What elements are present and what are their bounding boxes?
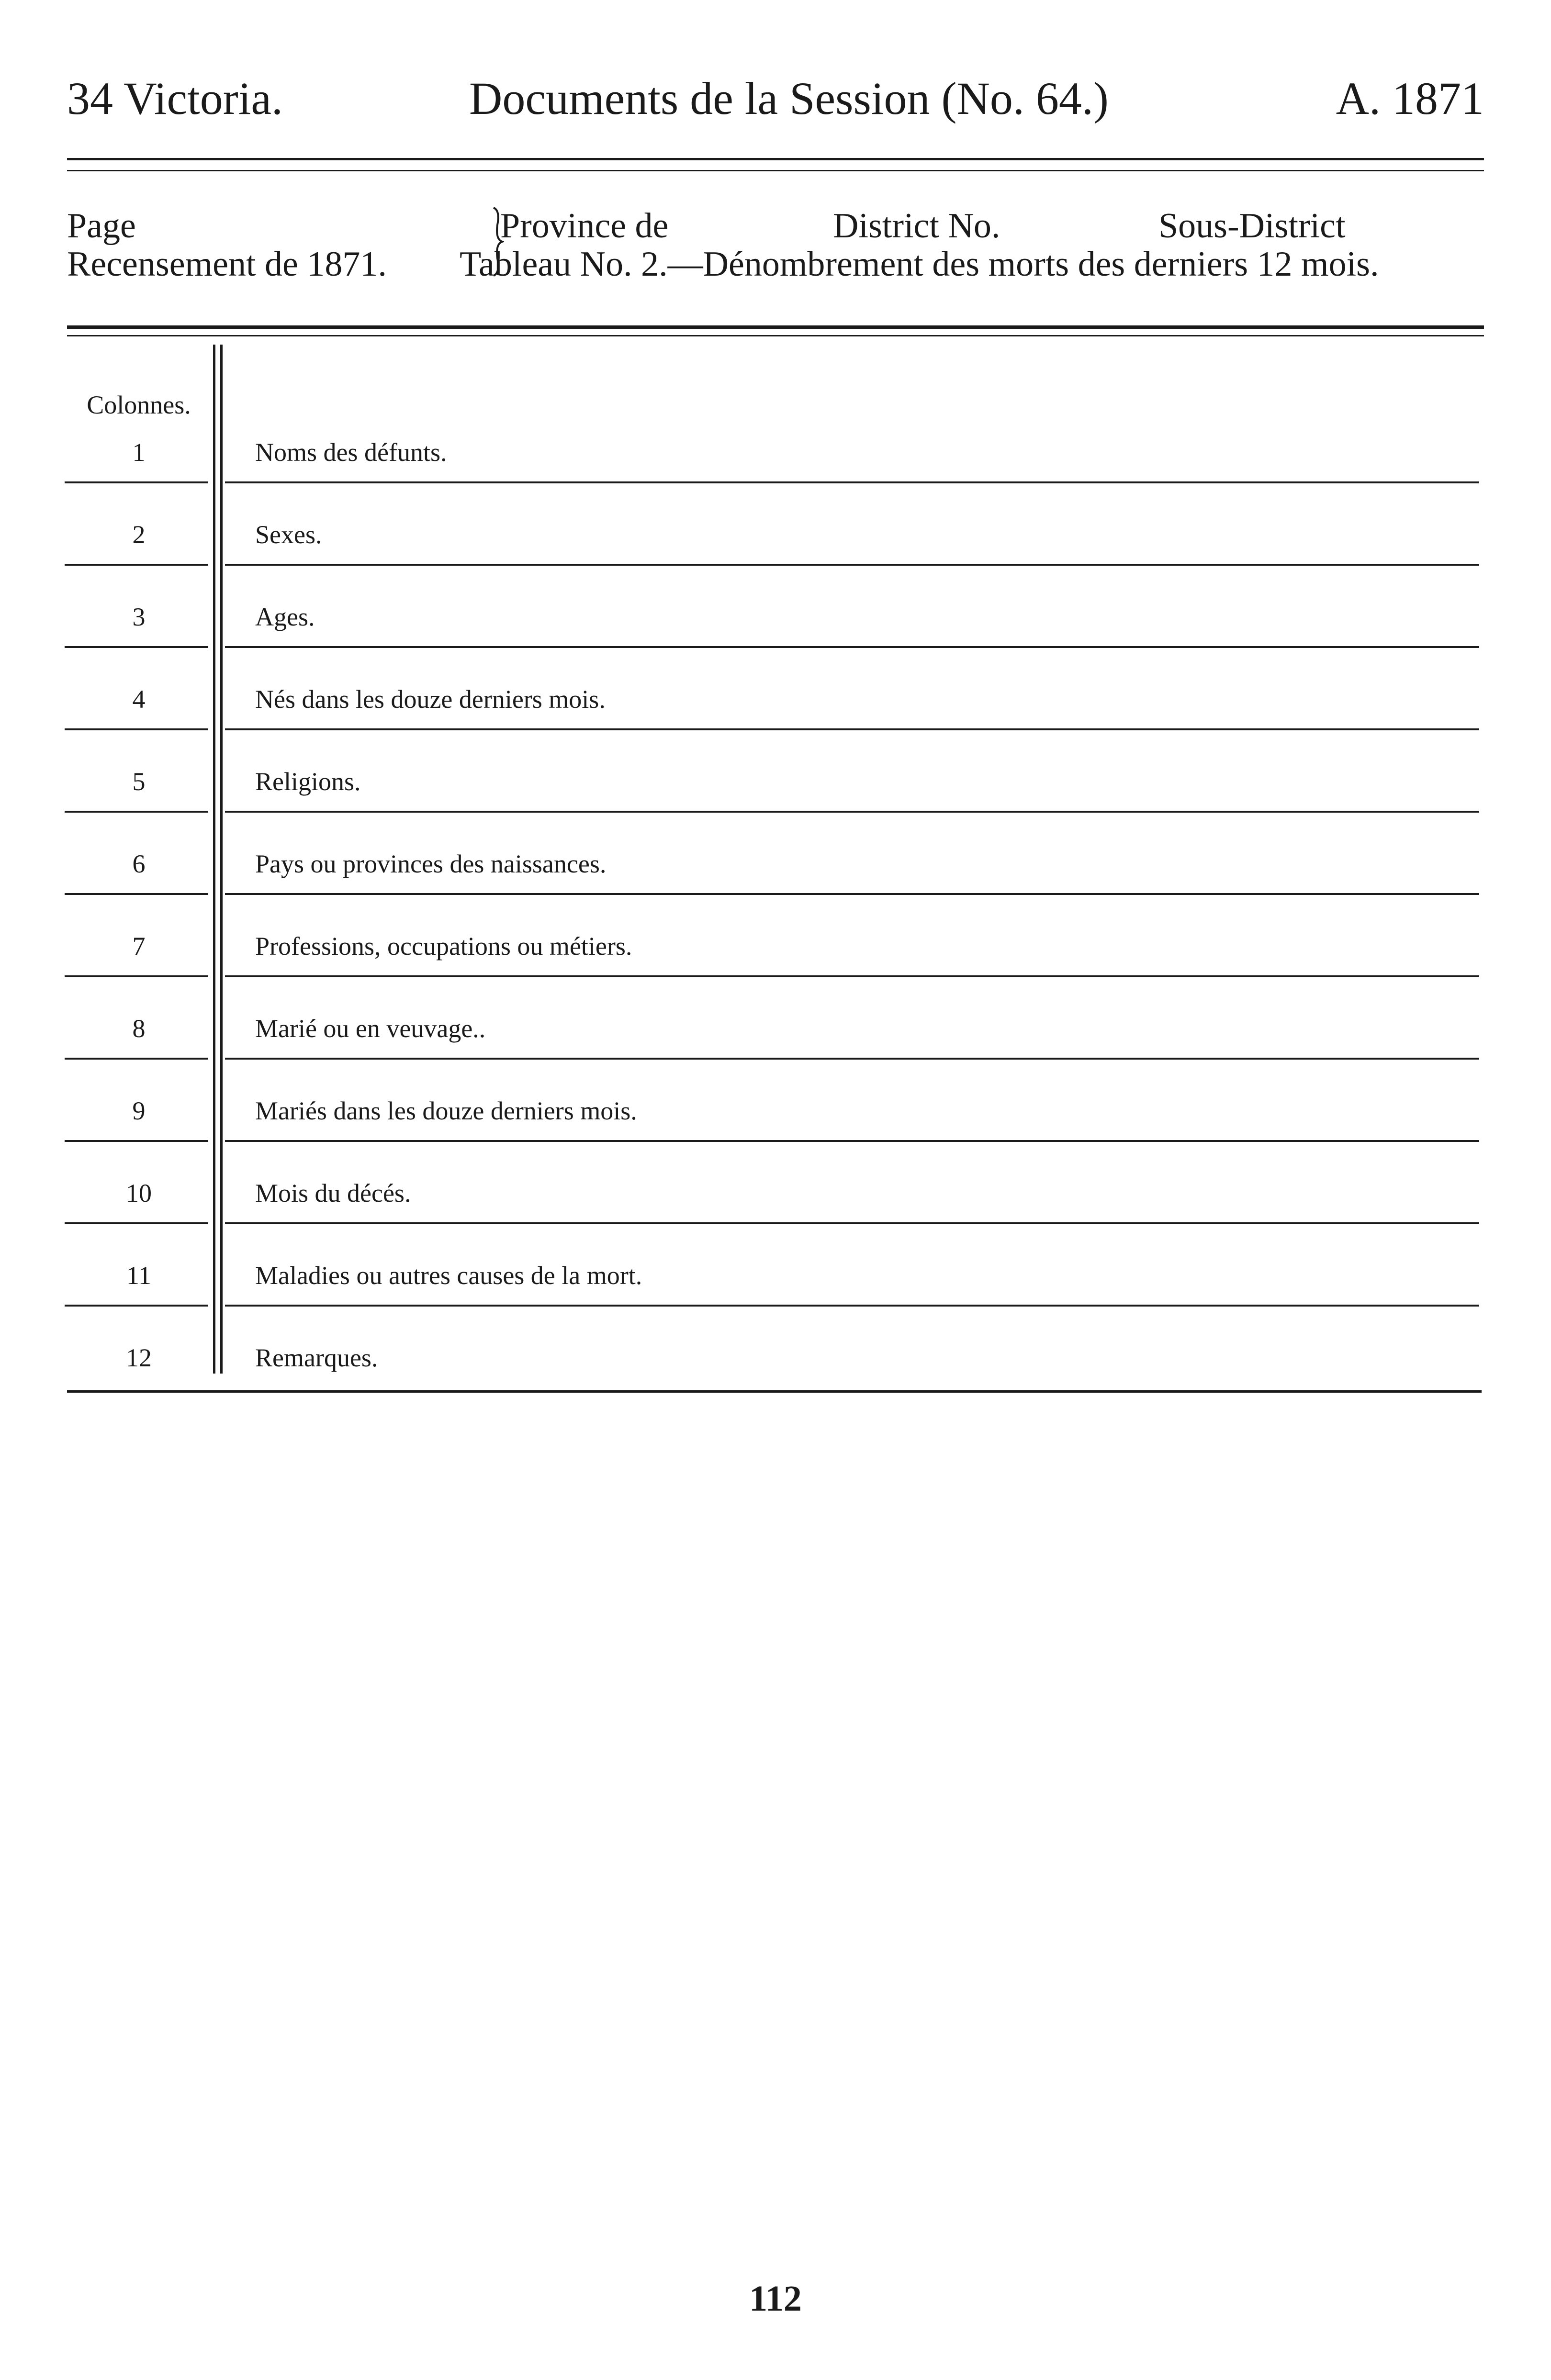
row-number: 4 xyxy=(132,685,146,714)
row-number: 11 xyxy=(126,1261,151,1290)
row-label: Religions. xyxy=(255,767,361,796)
table-row xyxy=(65,483,1479,566)
row-label: Pays ou provinces des naissances. xyxy=(255,849,607,878)
table-row xyxy=(65,730,1479,813)
column-heading: Colonnes. xyxy=(87,391,191,419)
row-number: 10 xyxy=(126,1179,152,1207)
row-label: Nés dans les douze derniers mois. xyxy=(255,685,606,714)
census-label: Recensement de 1871. xyxy=(67,245,387,284)
row-number: 3 xyxy=(132,603,146,631)
row-label: Remarques. xyxy=(255,1343,378,1372)
row-number: 12 xyxy=(126,1343,152,1372)
row-label: Marié ou en veuvage.. xyxy=(255,1014,486,1043)
table-row xyxy=(65,648,1479,730)
row-label: Mois du décés. xyxy=(255,1179,411,1207)
row-number: 1 xyxy=(132,438,146,467)
header-rule-bottom xyxy=(67,170,1484,171)
table-title: Tableau No. 2.—Dénombrement des morts des derniers 12 mois. xyxy=(460,245,1379,284)
header-rule-top xyxy=(67,158,1484,160)
row-label: Sexes. xyxy=(255,520,322,549)
row-label: Maladies ou autres causes de la mort. xyxy=(255,1261,642,1290)
table-row xyxy=(65,813,1479,895)
row-label: Mariés dans les douze derniers mois. xyxy=(255,1096,637,1125)
row-number: 9 xyxy=(132,1096,146,1125)
header-session-year: 34 Victoria. xyxy=(67,73,283,124)
form-header xyxy=(67,206,1484,292)
form-rule-top xyxy=(67,325,1484,329)
page-number: 112 xyxy=(749,2279,802,2319)
subdistrict-label: Sous-District xyxy=(1158,206,1346,246)
table-bottom-rule xyxy=(67,1390,1482,1393)
table-row xyxy=(65,1142,1479,1224)
row-label: Ages. xyxy=(255,603,315,631)
table-row xyxy=(65,1307,1479,1389)
page-label: Page xyxy=(67,206,136,246)
row-number: 5 xyxy=(132,767,146,796)
deaths-table xyxy=(65,345,1479,1397)
header-document-title: Documents de la Session (No. 64.) xyxy=(469,73,1109,124)
table-row xyxy=(65,1060,1479,1142)
row-label: Professions, occupations ou métiers. xyxy=(255,932,632,961)
row-number: 8 xyxy=(132,1014,146,1043)
row-number: 6 xyxy=(132,849,146,878)
district-label: District No. xyxy=(833,206,1000,246)
row-label: Noms des défunts. xyxy=(255,438,447,467)
table-row xyxy=(65,895,1479,977)
running-header xyxy=(67,72,1484,129)
row-number: 2 xyxy=(132,520,146,549)
table-row xyxy=(65,566,1479,648)
header-year: A. 1871 xyxy=(1336,73,1484,124)
table-row xyxy=(65,400,1479,483)
province-label: Province de xyxy=(500,206,669,246)
form-rule-bottom xyxy=(67,335,1484,336)
table-row xyxy=(65,1224,1479,1307)
row-number: 7 xyxy=(132,932,146,961)
table-row xyxy=(65,977,1479,1060)
